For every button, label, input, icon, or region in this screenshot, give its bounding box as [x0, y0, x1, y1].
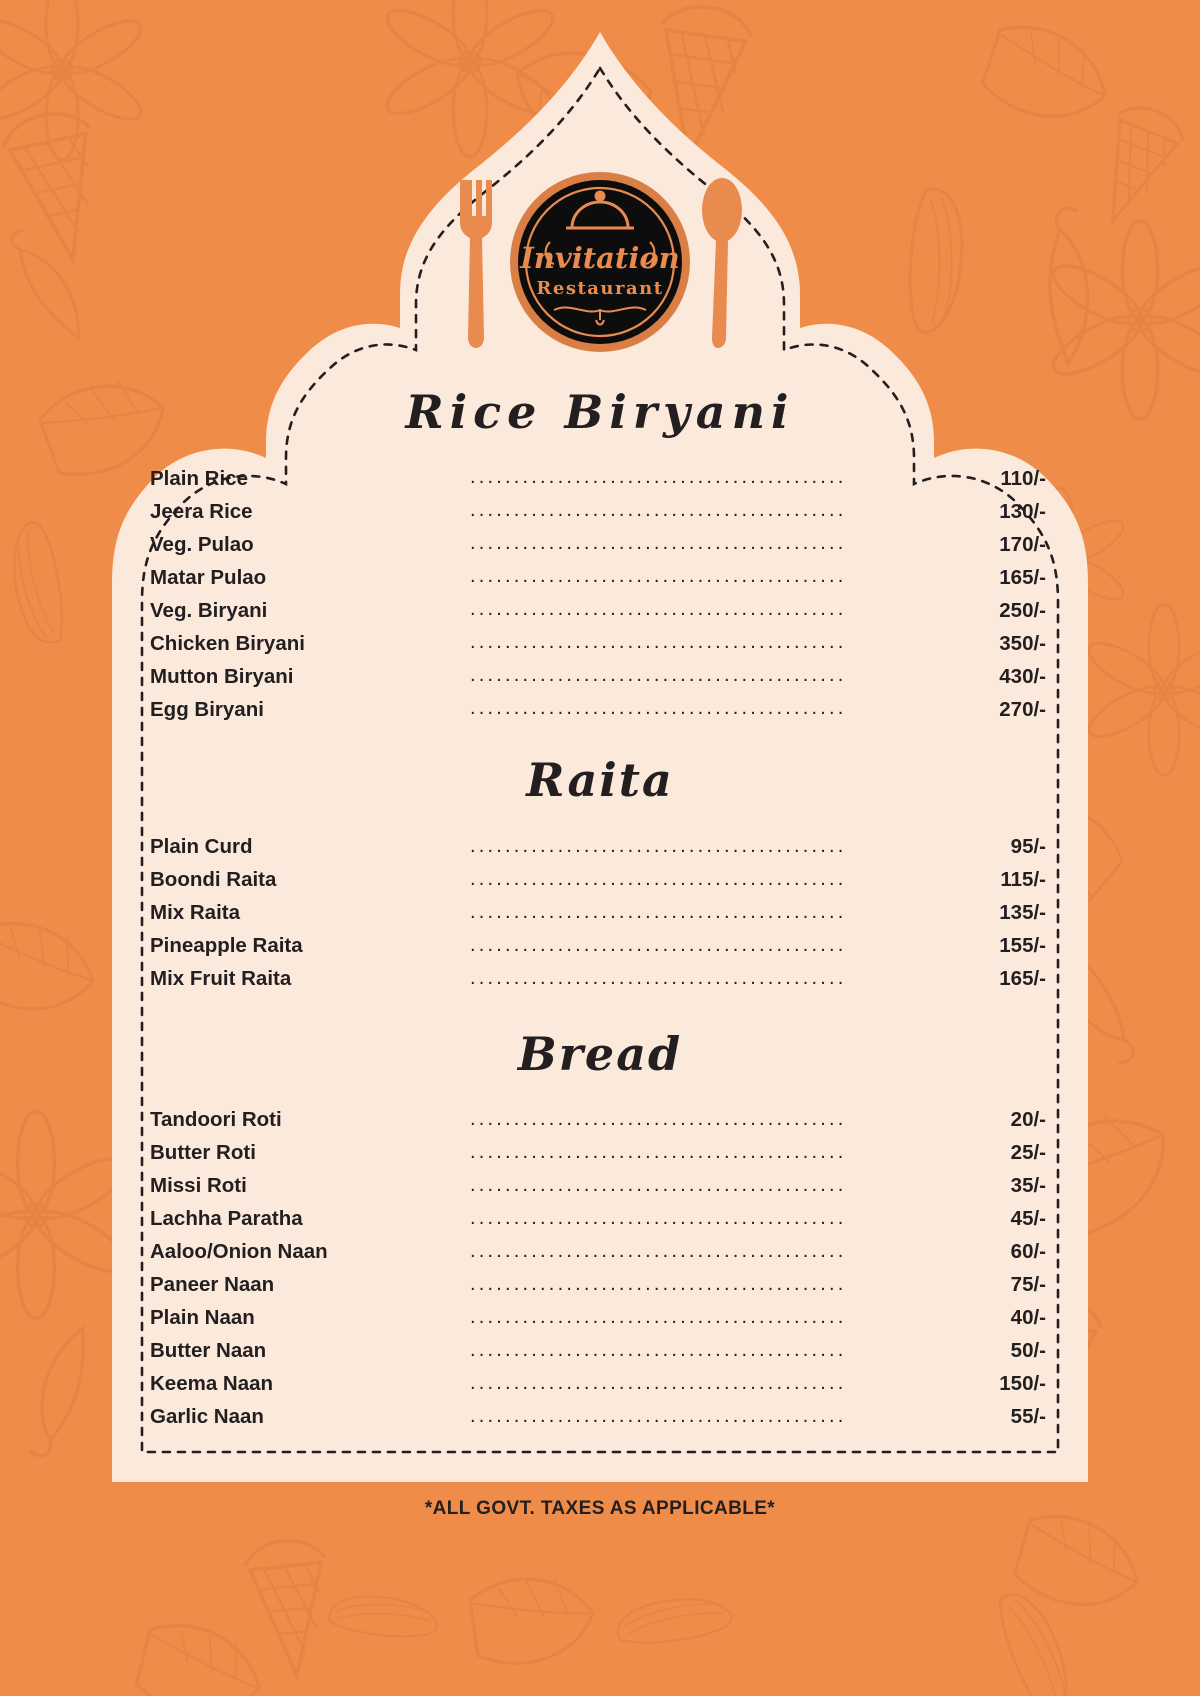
- menu-item-price: 115/-: [1000, 868, 1046, 892]
- menu-item-row: [72, 1164, 1128, 1197]
- menu-item-name: Mutton Biryani: [150, 664, 294, 688]
- menu-item-price: 135/-: [999, 901, 1046, 925]
- leader-dots: ...........................................: [470, 533, 847, 555]
- menu-item-price: 45/-: [1010, 1207, 1046, 1231]
- menu-item-price: 55/-: [1010, 1405, 1046, 1429]
- menu-item-price: 20/-: [1010, 1108, 1046, 1132]
- section-title: Bread: [517, 1026, 683, 1081]
- leader-dots: ...........................................: [470, 566, 847, 588]
- menu-item-name: Butter Naan: [150, 1339, 267, 1363]
- menu-item-row: [72, 456, 1128, 489]
- menu-section-raita: [72, 753, 1128, 991]
- leader-dots: ...........................................: [470, 868, 847, 890]
- leader-dots: ...........................................: [470, 665, 847, 687]
- menu-item-row: [72, 1131, 1128, 1164]
- leader-dots: ...........................................: [470, 1339, 847, 1361]
- menu-item-row: [72, 1098, 1128, 1131]
- menu-item-row: [72, 825, 1128, 858]
- leader-dots: ...........................................: [470, 934, 847, 956]
- leader-dots: ...........................................: [470, 1108, 847, 1130]
- section-items: [72, 456, 1128, 720]
- menu-item-price: 165/-: [999, 967, 1046, 991]
- leader-dots: ...........................................: [470, 698, 847, 720]
- leader-dots: ...........................................: [470, 1306, 847, 1328]
- menu-item-row: [72, 1395, 1128, 1428]
- menu-item-name: Mix Raita: [150, 901, 240, 925]
- menu-item-name: Boondi Raita: [150, 868, 277, 892]
- menu-item-name: Keema Naan: [150, 1372, 274, 1396]
- menu-item-row: [72, 858, 1128, 891]
- menu-section-rice-biryani: [72, 385, 1128, 721]
- leader-dots: ...........................................: [470, 1141, 847, 1163]
- menu-item-row: [72, 924, 1128, 957]
- menu-item-row: [72, 1197, 1128, 1230]
- menu-item-row: [72, 687, 1128, 720]
- menu-item-name: Lachha Paratha: [150, 1207, 303, 1231]
- menu-item-name: Matar Pulao: [150, 565, 267, 589]
- section-title: Rice Biryani: [405, 385, 795, 439]
- menu-item-name: Paneer Naan: [150, 1273, 275, 1297]
- leader-dots: ...........................................: [470, 835, 847, 857]
- menu-item-name: Chicken Biryani: [150, 631, 305, 655]
- leader-dots: ...........................................: [470, 1174, 847, 1196]
- menu-item-name: Plain Rice: [150, 466, 248, 490]
- menu-item-price: 40/-: [1010, 1306, 1046, 1330]
- section-items: [72, 825, 1128, 990]
- leader-dots: ...........................................: [470, 1273, 847, 1295]
- menu-item-price: 250/-: [999, 598, 1046, 622]
- menu-item-name: Missi Roti: [150, 1174, 247, 1198]
- leader-dots: ...........................................: [470, 632, 847, 654]
- menu-item-price: 165/-: [999, 565, 1046, 589]
- menu-item-row: [72, 588, 1128, 621]
- menu-item-row: [72, 1263, 1128, 1296]
- menu-item-row: [72, 654, 1128, 687]
- menu-item-name: Plain Naan: [150, 1306, 255, 1330]
- menu-sections: [72, 385, 1128, 1429]
- menu-item-name: Tandoori Roti: [150, 1108, 282, 1132]
- leader-dots: ...........................................: [470, 1240, 847, 1262]
- menu-item-name: Veg. Pulao: [150, 532, 254, 556]
- menu-item-price: 155/-: [999, 934, 1046, 958]
- logo-brand-line2: Restaurant: [536, 278, 664, 299]
- section-items: [72, 1098, 1128, 1428]
- menu-item-name: Mix Fruit Raita: [150, 967, 292, 991]
- menu-item-row: [72, 1230, 1128, 1263]
- menu-item-row: [72, 555, 1128, 588]
- menu-item-name: Garlic Naan: [150, 1405, 264, 1429]
- menu-item-name: Pineapple Raita: [150, 934, 303, 958]
- menu-item-row: [72, 1362, 1128, 1395]
- menu-item-row: [72, 489, 1128, 522]
- menu-item-name: Jeera Rice: [150, 499, 253, 523]
- menu-item-price: 150/-: [999, 1372, 1046, 1396]
- fork-icon: [460, 180, 492, 348]
- menu-item-price: 170/-: [999, 532, 1046, 556]
- menu-item-name: Plain Curd: [150, 835, 253, 859]
- menu-item-price: 35/-: [1010, 1174, 1046, 1198]
- menu-section-bread: [72, 1026, 1128, 1429]
- menu-item-name: Egg Biryani: [150, 697, 264, 721]
- restaurant-logo: [72, 170, 1128, 370]
- menu-item-price: 350/-: [999, 631, 1046, 655]
- menu-item-price: 25/-: [1010, 1141, 1046, 1165]
- menu-item-name: Aaloo/Onion Naan: [150, 1240, 328, 1264]
- tax-disclaimer: *ALL GOVT. TAXES AS APPLICABLE*: [424, 1498, 776, 1519]
- menu-item-row: [72, 1296, 1128, 1329]
- logo-brand-line1: Invitation: [520, 241, 680, 275]
- menu-item-row: [72, 957, 1128, 990]
- leader-dots: ...........................................: [470, 1207, 847, 1229]
- menu-item-price: 110/-: [1000, 466, 1046, 490]
- menu-item-price: 430/-: [999, 664, 1046, 688]
- leader-dots: ...........................................: [470, 500, 847, 522]
- menu-item-name: Veg. Biryani: [150, 598, 268, 622]
- menu-item-price: 50/-: [1010, 1339, 1046, 1363]
- section-title: Raita: [526, 753, 674, 808]
- menu-item-row: [72, 522, 1128, 555]
- leader-dots: ...........................................: [470, 599, 847, 621]
- menu-item-price: 60/-: [1010, 1240, 1046, 1264]
- menu-item-row: [72, 1329, 1128, 1362]
- menu-item-row: [72, 891, 1128, 924]
- menu-item-price: 270/-: [999, 697, 1046, 721]
- spoon-icon: [702, 178, 742, 348]
- menu-item-price: 95/-: [1010, 835, 1046, 859]
- leader-dots: ...........................................: [470, 967, 847, 989]
- leader-dots: ...........................................: [470, 1405, 847, 1427]
- menu-item-name: Butter Roti: [150, 1141, 256, 1165]
- leader-dots: ...........................................: [470, 1372, 847, 1394]
- menu-item-row: [72, 621, 1128, 654]
- menu-item-price: 130/-: [999, 499, 1046, 523]
- menu-item-price: 75/-: [1010, 1273, 1046, 1297]
- leader-dots: ...........................................: [470, 901, 847, 923]
- leader-dots: ...........................................: [470, 467, 847, 489]
